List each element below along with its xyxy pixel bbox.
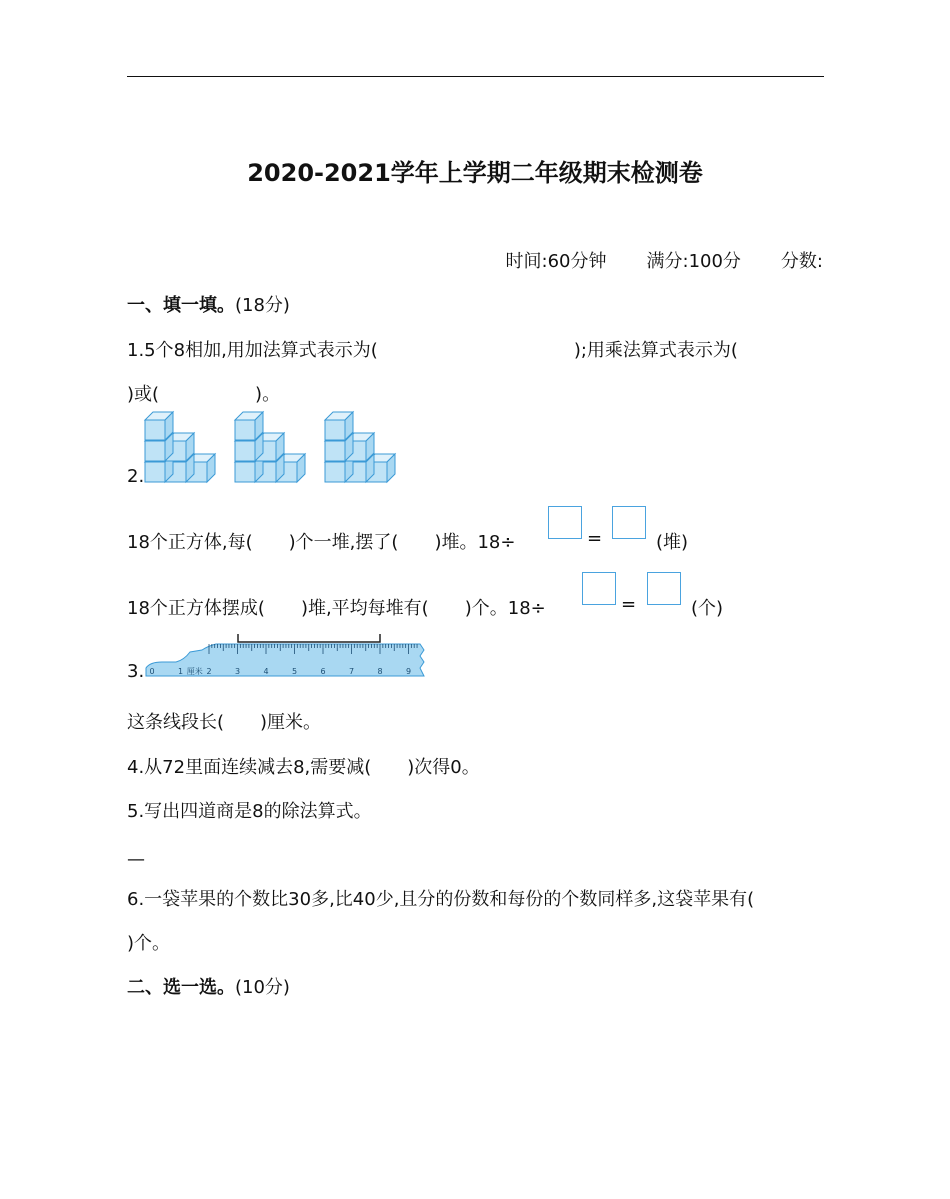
q3-number: 3. <box>127 661 145 682</box>
q5-text: 5.写出四道商是8的除法算式。 <box>127 801 372 822</box>
q3-text-a: 这条线段长( <box>127 712 225 733</box>
q1-text-c: )或( <box>127 384 160 405</box>
equals-sign-2: = <box>621 594 637 615</box>
section2-title: 二、选一选。 <box>127 977 235 998</box>
unit-each: (个) <box>691 598 724 619</box>
measured-segment <box>238 634 380 642</box>
q2-text-c: )堆。18÷ <box>434 532 516 553</box>
q1-line1 <box>127 336 738 362</box>
ruler-label: 4 <box>263 667 269 676</box>
q2-line1 <box>127 528 515 554</box>
ruler-label: 9 <box>405 667 412 676</box>
section2-heading <box>127 973 290 999</box>
equals-sign-1: = <box>587 528 603 549</box>
q2-text-d: 18个正方体摆成( <box>127 598 265 619</box>
page-title: 2020-2021学年上学期二年级期末检测卷 <box>247 159 703 187</box>
time-label: 时间:60分钟 <box>505 251 607 272</box>
section1-title: 一、填一填。 <box>127 295 235 316</box>
q6-text-b: )个。 <box>127 933 171 954</box>
q4-text <box>127 753 480 779</box>
q1-line2 <box>127 380 280 406</box>
ruler-label: 6 <box>320 667 326 676</box>
q2-text-b: )个一堆,摆了( <box>288 532 399 553</box>
full-score-label: 满分:100分 <box>646 251 741 272</box>
q4-text-b: )次得0。 <box>407 757 480 778</box>
top-rule <box>127 76 824 77</box>
ruler-label: 1 <box>177 667 184 676</box>
q3-text <box>127 708 321 734</box>
ruler-label: 8 <box>377 667 383 676</box>
q2-number: 2. <box>127 466 145 487</box>
ruler-label: 3 <box>234 667 241 676</box>
q3-text-b: )厘米。 <box>260 712 322 733</box>
cube-stack-2 <box>235 412 305 482</box>
q1-text-b: );用乘法算式表示为( <box>573 340 738 361</box>
answer-box-2[interactable] <box>612 506 646 539</box>
exam-meta <box>506 247 823 273</box>
score-label: 分数: <box>780 251 823 272</box>
cube-stack-3 <box>325 412 395 482</box>
q2-text-a: 18个正方体,每( <box>127 532 253 553</box>
answer-box-1[interactable] <box>548 506 582 539</box>
q4-text-a: 4.从72里面连续减去8,需要减( <box>127 757 372 778</box>
q2-text-e: )堆,平均每堆有( <box>300 598 429 619</box>
section1-points: (18分) <box>235 295 290 316</box>
section1-heading <box>127 291 290 317</box>
q1-text-d: )。 <box>255 384 281 405</box>
ruler-label: 2 <box>206 667 212 676</box>
unit-pile: (堆) <box>656 532 689 553</box>
ruler-label: 0 <box>149 667 155 676</box>
cube-stacks-figure <box>140 408 410 488</box>
q6-text: 6.一袋苹果的个数比30多,比40少,且分的份数和每份的个数同样多,这袋苹果有( <box>127 889 755 910</box>
ruler-label: 5 <box>291 667 298 676</box>
ruler-label: 7 <box>348 667 355 676</box>
q2-line2 <box>127 594 546 620</box>
ruler-label: 厘米 <box>186 667 203 676</box>
section2-points: (10分) <box>235 977 290 998</box>
answer-box-3[interactable] <box>582 572 616 605</box>
cube-stack-1 <box>145 412 215 482</box>
q1-text-a: 1.5个8相加,用加法算式表示为( <box>127 340 378 361</box>
ruler-figure <box>144 628 426 680</box>
q2-text-f: )个。18÷ <box>464 598 546 619</box>
q5-answer-blank[interactable]: — <box>127 849 145 870</box>
answer-box-4[interactable] <box>647 572 681 605</box>
